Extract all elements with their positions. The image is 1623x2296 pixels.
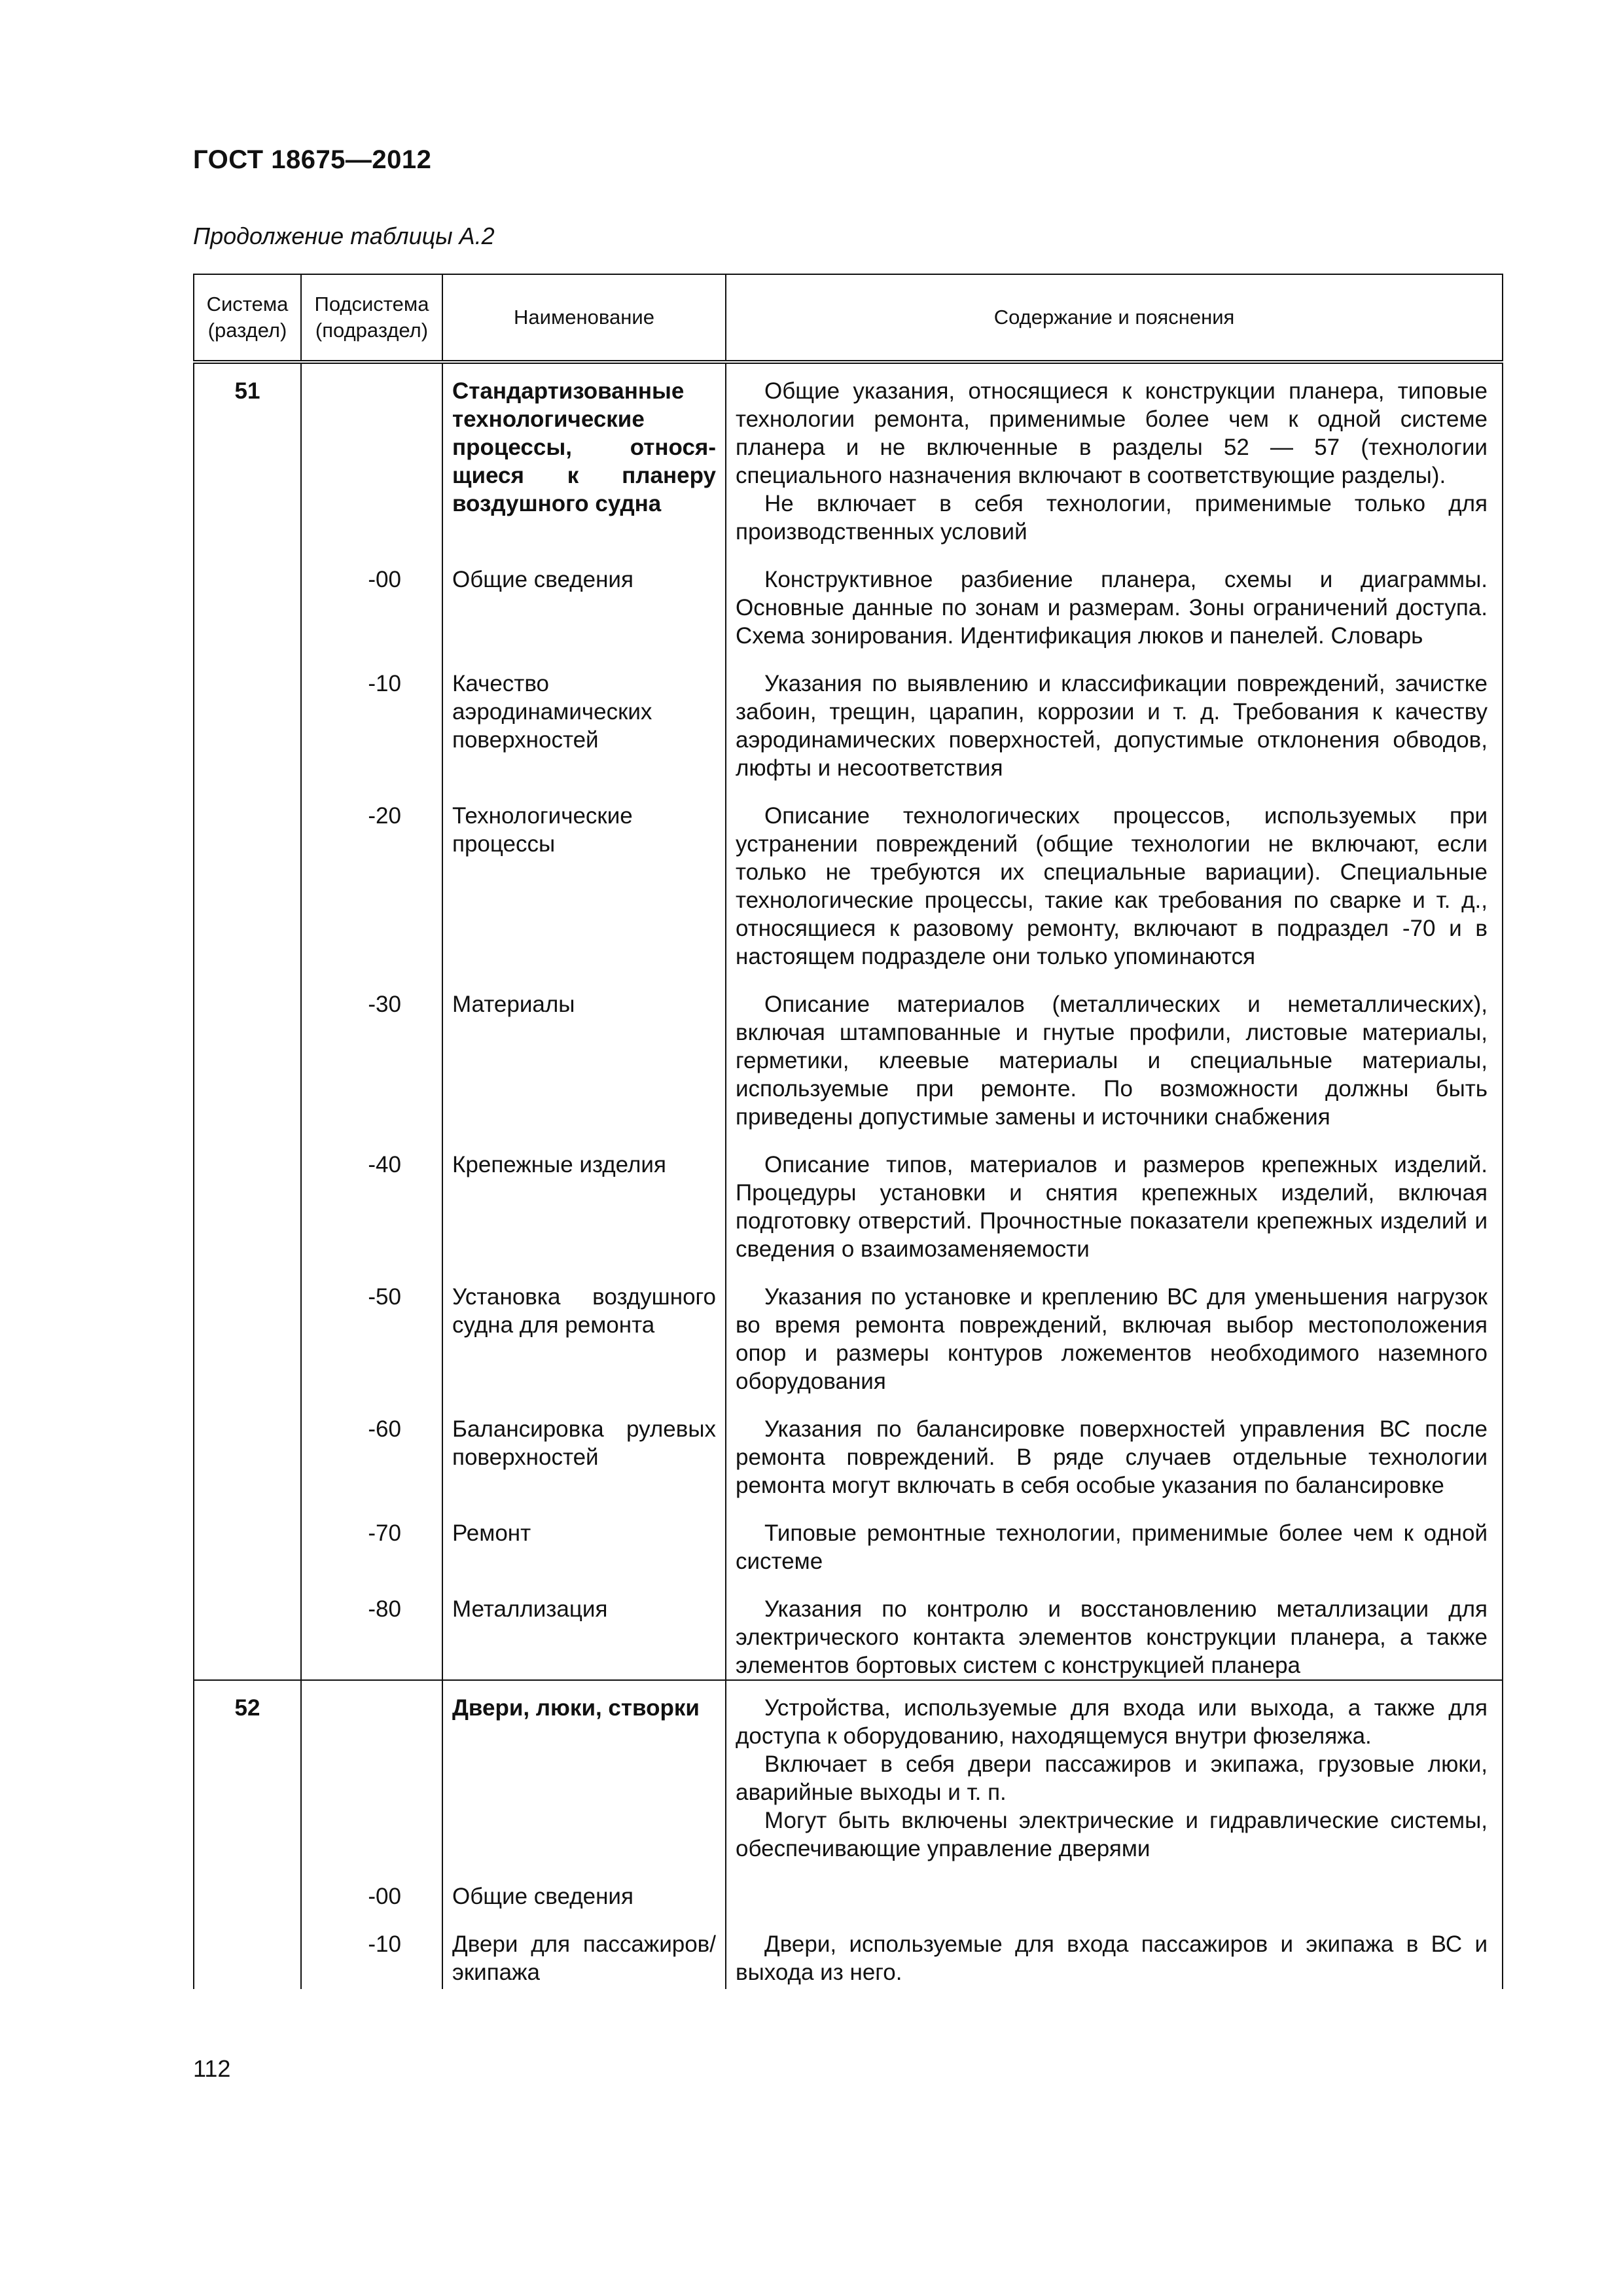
- cell-name: Ремонт: [442, 1499, 726, 1575]
- description-paragraph: Описание типов, материалов и размеров крепежных изделий. Процедуры установки и снятия крепежных изделий, включая подготовку отверстий. Прочностные показатели крепежных изделий и сведения о взаимозаменяемости: [736, 1152, 1488, 1262]
- cell-description: [726, 1499, 1503, 1575]
- table-row: [194, 971, 1503, 1131]
- description-paragraph: Устройства, используемые для входа или выхода, а также для доступа к оборудованию, находящемуся внутри фюзеляжа.: [736, 1695, 1488, 1749]
- cell-system: [194, 546, 301, 650]
- cell-subsystem: -40: [301, 1131, 442, 1263]
- cell-subsystem: -80: [301, 1575, 442, 1680]
- cell-description: [726, 1863, 1503, 1910]
- cell-system: [194, 1395, 301, 1499]
- description-paragraph: Описание технологических процессов, используемых при устранении повреждений (общие технологии не включают, если только не требуются их специальные вариации). Специальные технологические процессы, такие как требования по сварке и т. д., относящиеся к разовому ремонту, включают в подраздел -70 и в настоящем подразделе они только упоминаются: [736, 803, 1488, 969]
- cell-system: [194, 1575, 301, 1680]
- description-paragraph: Конструктивное разбиение планера, схемы и диаграммы. Основные данные по зонам и размерам. Зоны ограничений доступа. Схема зонирования. Идентификация люков и панелей. Словарь: [736, 567, 1488, 649]
- cell-name: Технологические процессы: [442, 782, 726, 971]
- description-paragraph: Не включает в себя технологии, применимые только для производственных условий: [736, 491, 1488, 545]
- cell-system: 51: [194, 362, 301, 546]
- cell-subsystem: [301, 1680, 442, 1863]
- cell-description: [726, 782, 1503, 971]
- cell-description: [726, 362, 1503, 546]
- cell-subsystem: [301, 362, 442, 546]
- cell-system: 52: [194, 1680, 301, 1863]
- description-paragraph: Указания по выявлению и классификации повреждений, зачистке забоин, трещин, царапин, коррозии и т. д. Требования к качеству аэродинамических поверхностей, допустимые отклонения обводов, люфты и несоответствия: [736, 671, 1488, 781]
- cell-subsystem: -50: [301, 1263, 442, 1395]
- cell-subsystem: -00: [301, 546, 442, 650]
- description-paragraph: Двери, используемые для входа пассажиров и экипажа в ВС и выхода из него.: [736, 1931, 1488, 1985]
- table-row: [194, 1499, 1503, 1575]
- description-paragraph: Включает в себя двери пассажиров и экипажа, грузовые люки, аварийные выходы и т. п.: [736, 1751, 1488, 1805]
- cell-description: [726, 1575, 1503, 1680]
- description-paragraph: Указания по установке и креплению ВС для уменьшения нагрузок во время ремонта повреждений, включая выбор местоположения опор и размеры контуров ложементов необходимого наземного оборудования: [736, 1284, 1488, 1394]
- page-number: 112: [193, 2055, 231, 2082]
- table-row: [194, 1131, 1503, 1263]
- cell-name: Качество аэродинамических поверхностей: [442, 650, 726, 782]
- cell-name: Общие сведения: [442, 1863, 726, 1910]
- table-row: [194, 782, 1503, 971]
- cell-system: [194, 1263, 301, 1395]
- description-paragraph: Типовые ремонтные технологии, применимые более чем к одной системе: [736, 1520, 1488, 1574]
- table-row: [194, 362, 1503, 546]
- table-caption: Продолжение таблицы А.2: [193, 223, 495, 249]
- cell-description: [726, 1263, 1503, 1395]
- table-header: [194, 274, 1503, 362]
- cell-description: [726, 1395, 1503, 1499]
- cell-system: [194, 650, 301, 782]
- table-row: [194, 1863, 1503, 1910]
- cell-subsystem: -30: [301, 971, 442, 1131]
- description-paragraph: Указания по контролю и восстановлению металлизации для электрического контакта элементов конструкции планера, а также элементов бортовых систем с конструкцией планера: [736, 1596, 1488, 1678]
- description-paragraph: Могут быть включены электрические и гидравлические системы, обеспечивающие управление дверями: [736, 1808, 1488, 1861]
- table-row: [194, 1680, 1503, 1863]
- cell-subsystem: -20: [301, 782, 442, 971]
- column-header-name: Наименование: [442, 274, 726, 362]
- classification-table: [193, 274, 1503, 1989]
- cell-subsystem: -70: [301, 1499, 442, 1575]
- cell-name: Двери, люки, створки: [442, 1680, 726, 1863]
- column-header-system: Система (раздел): [194, 274, 301, 362]
- cell-description: [726, 1131, 1503, 1263]
- cell-system: [194, 1131, 301, 1263]
- column-header-description: Содержание и пояснения: [726, 274, 1503, 362]
- cell-name: Материалы: [442, 971, 726, 1131]
- table-row: [194, 546, 1503, 650]
- cell-name: Двери для пассажиров/экипажа: [442, 1910, 726, 1989]
- document-header: ГОСТ 18675—2012: [193, 145, 432, 174]
- table-row: [194, 650, 1503, 782]
- cell-subsystem: -10: [301, 650, 442, 782]
- table-row: [194, 1575, 1503, 1680]
- description-paragraph: Указания по балансировке поверхностей управления ВС после ремонта повреждений. В ряде случаев отдельные технологии ремонта могут включать в себя особые указания по балансировке: [736, 1416, 1488, 1498]
- table-row: [194, 1263, 1503, 1395]
- description-paragraph: Описание материалов (металлических и неметаллических), включая штампованные и гнутые профили, листовые материалы, герметики, клеевые материалы и специальные материалы, используемые при ремонте. По возможности должны быть приведены допустимые замены и источники снабжения: [736, 992, 1488, 1130]
- column-header-subsystem: Подсистема (подраздел): [301, 274, 442, 362]
- cell-system: [194, 971, 301, 1131]
- description-paragraph: Общие указания, относящиеся к конструкции планера, типовые технологии ремонта, применимые более чем к одной системе планера и не включенные в разделы 52 — 57 (технологии специального назначения включают в соответствующие разделы).: [736, 378, 1488, 488]
- cell-subsystem: -60: [301, 1395, 442, 1499]
- cell-name: Общие сведения: [442, 546, 726, 650]
- table-body: [194, 362, 1503, 1989]
- cell-system: [194, 1910, 301, 1989]
- table-row: [194, 1395, 1503, 1499]
- cell-name: Балансировка рулевых поверхностей: [442, 1395, 726, 1499]
- cell-name: Стандартизованные технологические процессы, относя-щиеся к планеру воздушного судна: [442, 362, 726, 546]
- cell-description: [726, 971, 1503, 1131]
- cell-system: [194, 1499, 301, 1575]
- cell-description: [726, 1680, 1503, 1863]
- cell-system: [194, 782, 301, 971]
- cell-subsystem: -10: [301, 1910, 442, 1989]
- cell-system: [194, 1863, 301, 1910]
- cell-name: Крепежные изделия: [442, 1131, 726, 1263]
- table-row: [194, 1910, 1503, 1989]
- cell-description: [726, 1910, 1503, 1989]
- cell-name: Установка воздушного судна для ремонта: [442, 1263, 726, 1395]
- cell-description: [726, 650, 1503, 782]
- cell-subsystem: -00: [301, 1863, 442, 1910]
- cell-description: [726, 546, 1503, 650]
- cell-name: Металлизация: [442, 1575, 726, 1680]
